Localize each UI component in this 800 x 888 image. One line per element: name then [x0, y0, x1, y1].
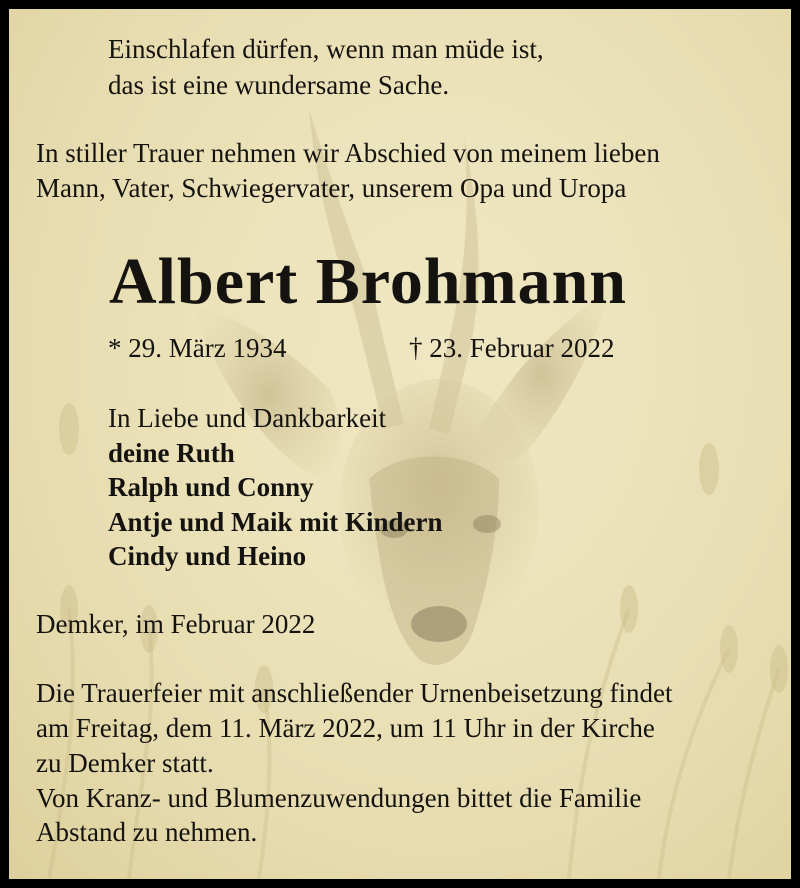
service-line-3: zu Demker statt. — [36, 748, 214, 778]
service-line-4: Von Kranz- und Blumenzuwendungen bittet die Familie — [36, 783, 642, 813]
mourner-name: Ralph und Conny — [108, 472, 314, 502]
deceased-name: Albert Brohmann — [109, 245, 627, 318]
death-date: † 23. Februar 2022 — [409, 333, 615, 363]
service-line-5: Abstand zu nehmen. — [36, 817, 258, 847]
service-line-1: Die Trauerfeier mit anschließender Urnenbeisetzung findet — [36, 678, 673, 708]
intro-line-2: Mann, Vater, Schwiegervater, unserem Opa und Uropa — [36, 173, 627, 203]
birth-date: * 29. März 1934 — [108, 333, 287, 363]
obituary-card — [9, 9, 791, 879]
poem-line-1: Einschlafen dürfen, wenn man müde ist, — [108, 34, 544, 64]
mourner-name: Antje und Maik mit Kindern — [108, 507, 443, 537]
intro-line-1: In stiller Trauer nehmen wir Abschied von meinem lieben — [36, 138, 660, 168]
poem-line-2: das ist eine wundersame Sache. — [108, 70, 450, 100]
place-date: Demker, im Februar 2022 — [36, 609, 316, 639]
mourner-name: deine Ruth — [108, 438, 235, 468]
mourner-name: Cindy und Heino — [108, 541, 307, 571]
mourners-intro: In Liebe und Dankbarkeit — [108, 403, 387, 433]
service-line-2: am Freitag, dem 11. März 2022, um 11 Uhr in der Kirche — [36, 713, 655, 743]
